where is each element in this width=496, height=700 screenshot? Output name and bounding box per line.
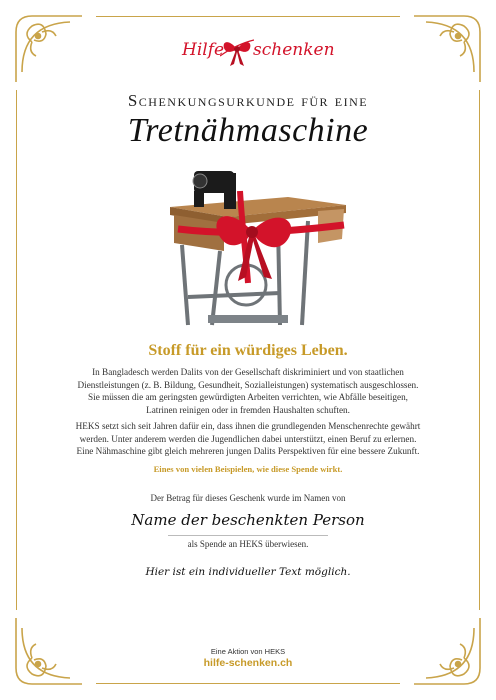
examples-note: Eines von vielen Beispielen, wie diese Spende wirkt.	[153, 464, 343, 474]
donation-statement: Der Betrag für dieses Geschenk wurde im Namen von	[150, 493, 346, 503]
recipient-name-underline	[168, 535, 328, 536]
frame-bottom-line	[96, 683, 400, 684]
certificate-title: Tretnähmaschine	[127, 112, 369, 149]
paragraph-line: Latrinen reinigen oder in fremden Haushalten schuften.	[146, 404, 350, 415]
certificate-heading: Schenkungsurkunde für eine	[127, 91, 369, 110]
sewing-machine-image	[168, 165, 348, 335]
paragraph-line: Dienstleistungen (z. B. Bildung, Gesundheit, Sozialleistungen) systematisch ausgeschlossen.	[77, 379, 419, 390]
paragraph-heks	[40, 420, 456, 458]
section-subtitle: Stoff für ein würdiges Leben.	[148, 342, 348, 359]
hilfe-schenken-logo	[0, 34, 496, 74]
donation-confirmation: als Spende an HEKS überwiesen.	[187, 539, 309, 549]
ribbon-bow-icon	[220, 34, 254, 68]
footer-url-link[interactable]: hilfe-schenken.ch	[203, 657, 293, 669]
paragraph-line: Eine Nähmaschine gibt gleich mehreren jungen Dalits Perspektiven für eine bessere Zukunft.	[76, 446, 420, 457]
logo-word-hilfe: Hilfe	[182, 40, 225, 60]
paragraph-bangladesch	[40, 366, 456, 416]
footer-aktion: Eine Aktion von HEKS	[210, 647, 286, 656]
paragraph-line: HEKS setzt sich seit Jahren dafür ein, dass ihnen die grundlegenden Menschenrechte gewährt	[75, 421, 421, 431]
recipient-name: Name der beschenkten Person	[131, 511, 365, 529]
custom-message: Hier ist ein individueller Text möglich.	[145, 566, 351, 578]
paragraph-line: werden. Unter anderem werden die Jugendlichen dabei unterstützt, einen Beruf zu erlernen.	[79, 433, 417, 444]
frame-top-line	[96, 16, 400, 17]
paragraph-line: In Bangladesch werden Dalits von der Gesellschaft diskriminiert und von staatlichen	[92, 367, 404, 377]
logo-word-schenken: schenken	[253, 40, 335, 60]
paragraph-line: Sie müssen die am geringsten gewürdigten Arbeiten verrichten, wie Abfälle beseitigen,	[88, 392, 408, 403]
